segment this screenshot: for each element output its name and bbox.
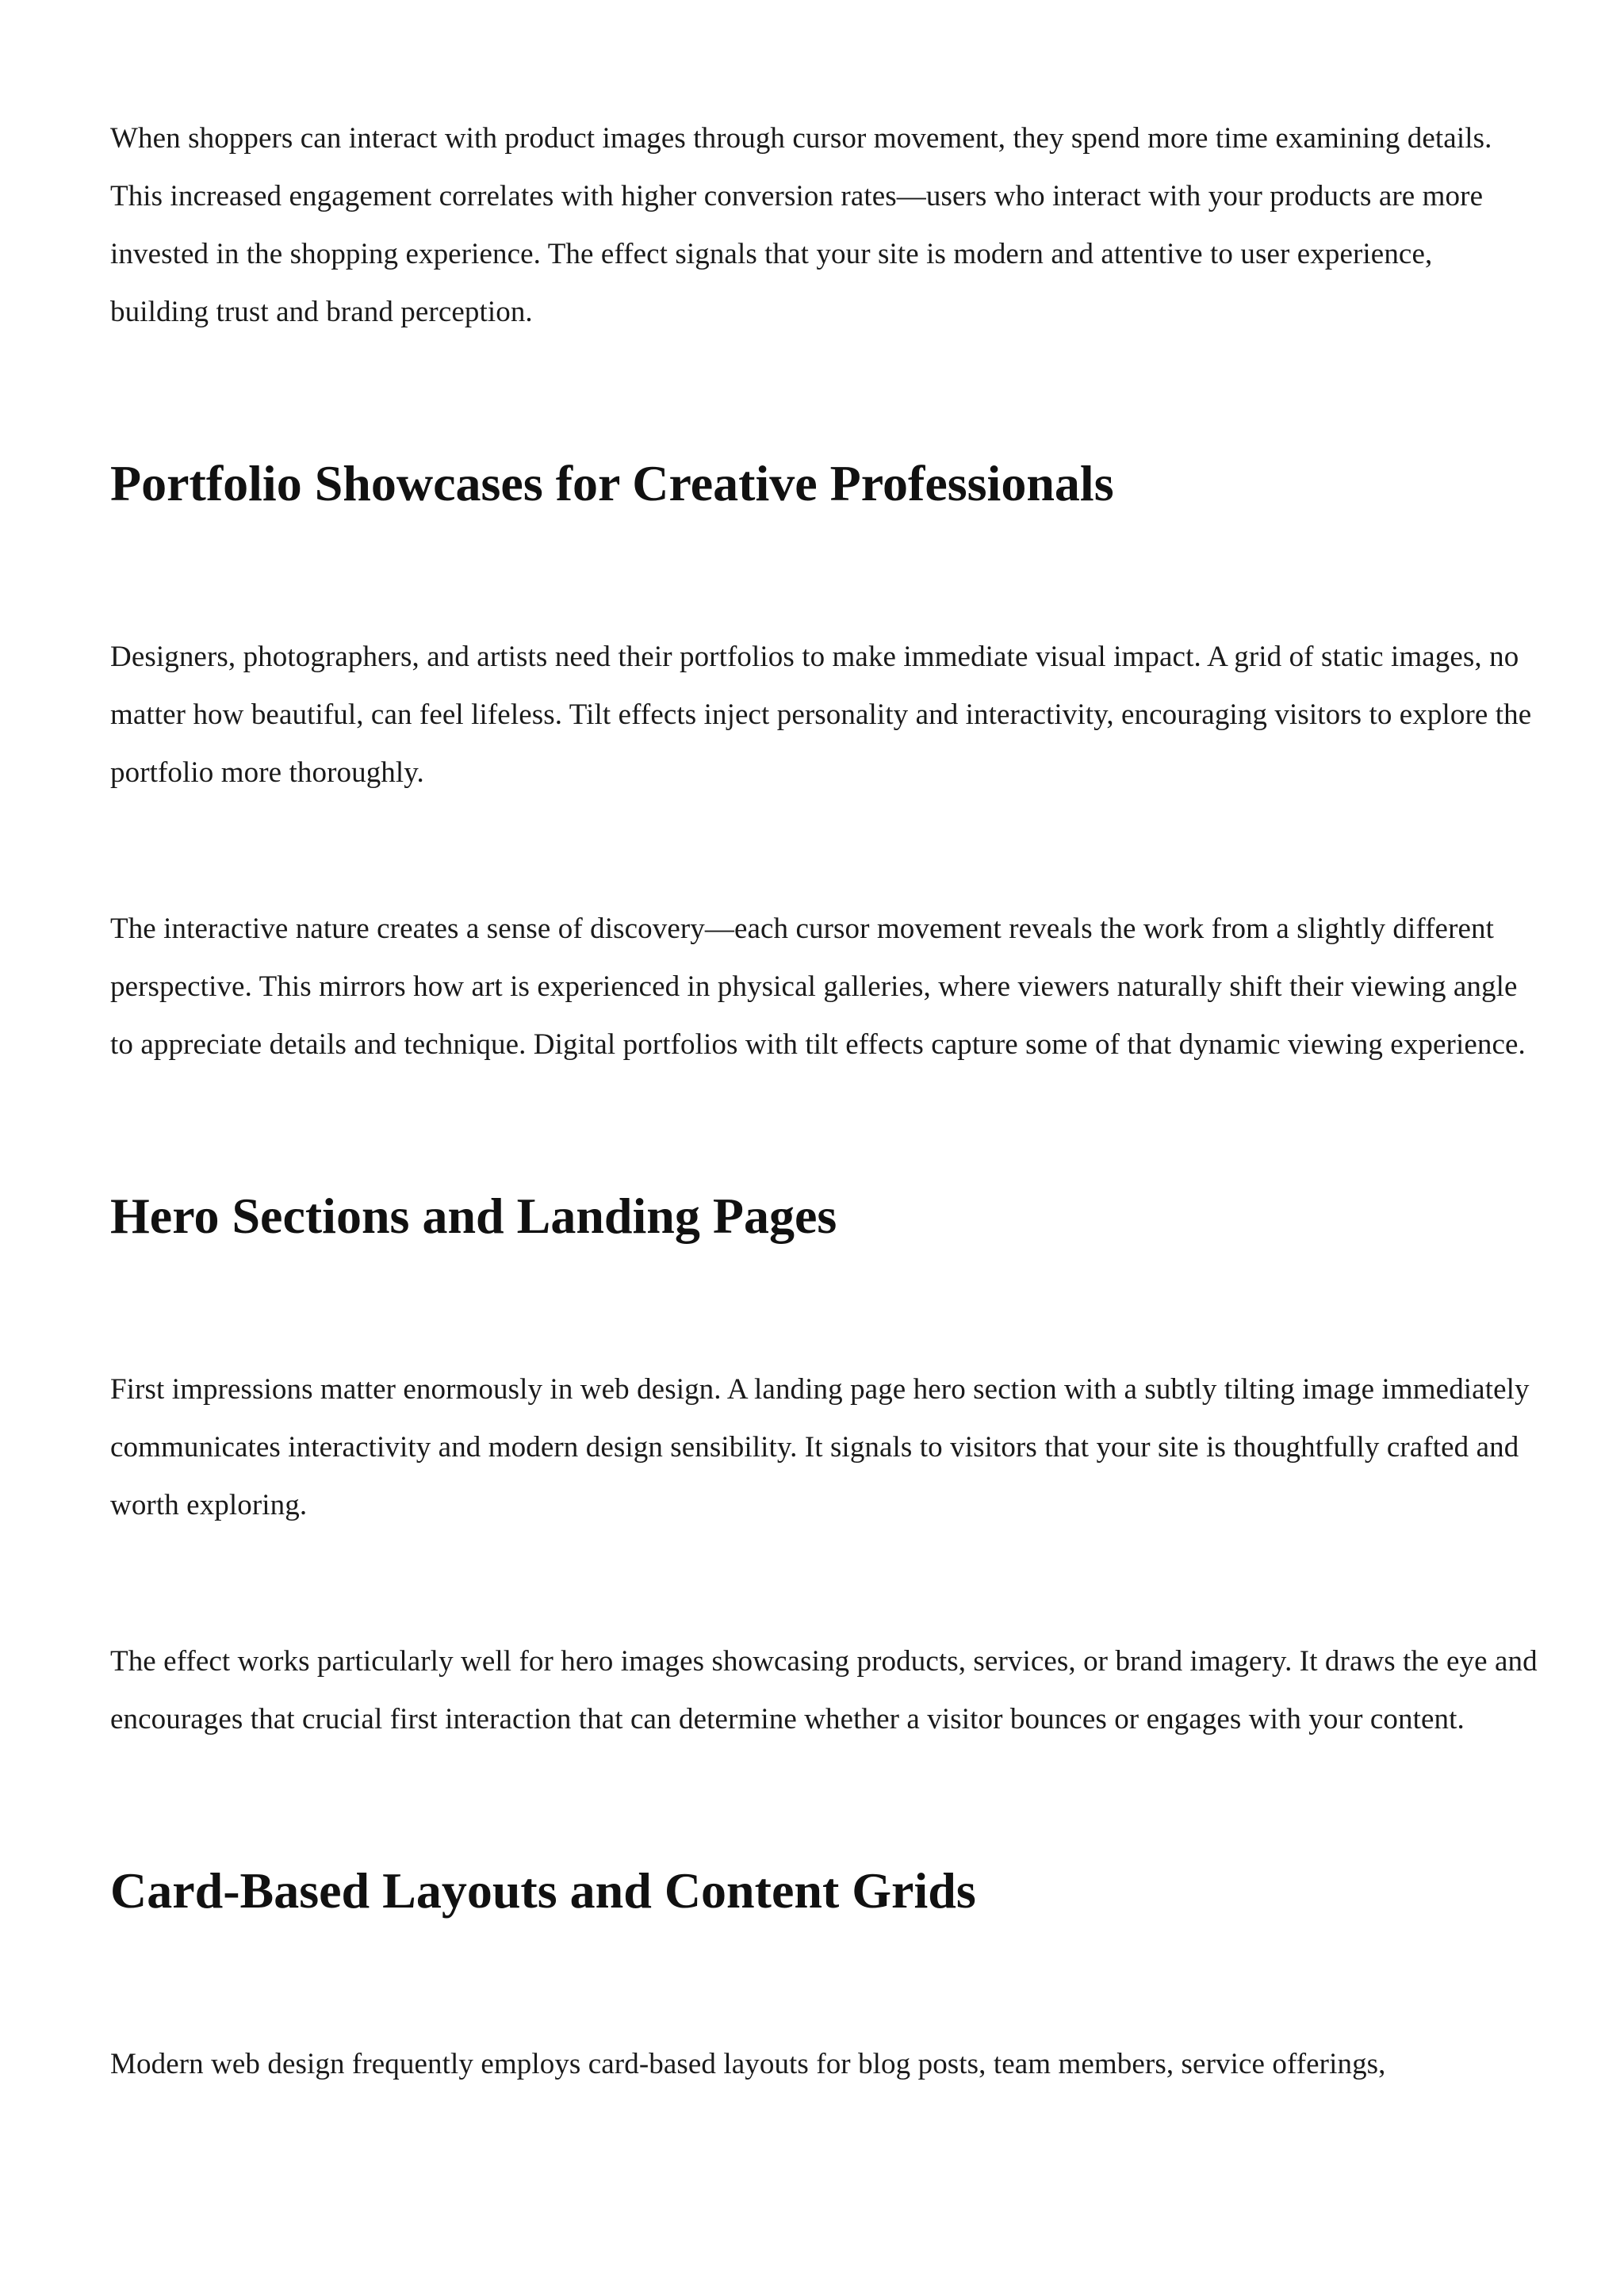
paragraph-hero-effect: The effect works particularly well for hero images showcasing products, services, or brand imagery. It draws the eye and encourages that crucial first interaction that can determine whether a visitor bounces or engages with your content. [110,1645,1538,1735]
paragraph-shopper-engagement: When shoppers can interact with product images through cursor movement, they spend more time examining details. This increased engagement correlates with higher conversion rates—users who interact with your products are more invested in the shopping experience. The effect signals that your site is modern and attentive to user experience, building trust and brand perception. [110,122,1492,328]
heading-hero-sections: Hero Sections and Landing Pages [110,1188,837,1244]
article-body [110,109,1538,2093]
heading-portfolio-showcases: Portfolio Showcases for Creative Professionals [110,455,1114,511]
paragraph-card-layouts: Modern web design frequently employs card-based layouts for blog posts, team members, service offerings, [110,2048,1386,2080]
paragraph-hero-first-impressions: First impressions matter enormously in web design. A landing page hero section with a subtly tilting image immediately communicates interactivity and modern design sensibility. It signals to visitors that your site is thoughtfully crafted and worth exploring. [110,1373,1530,1521]
paragraph-portfolio-impact: Designers, photographers, and artists need their portfolios to make immediate visual impact. A grid of static images, no matter how beautiful, can feel lifeless. Tilt effects inject personality and interactivity, encouraging visitors to explore the portfolio more thoroughly. [110,641,1532,789]
paragraph-portfolio-discovery: The interactive nature creates a sense of discovery—each cursor movement reveals the work from a slightly different perspective. This mirrors how art is experienced in physical galleries, where viewers naturally shift their viewing angle to appreciate details and technique. Digital portfolios with tilt effects capture some of that dynamic viewing experience. [110,913,1526,1061]
heading-card-layouts: Card-Based Layouts and Content Grids [110,1862,976,1919]
